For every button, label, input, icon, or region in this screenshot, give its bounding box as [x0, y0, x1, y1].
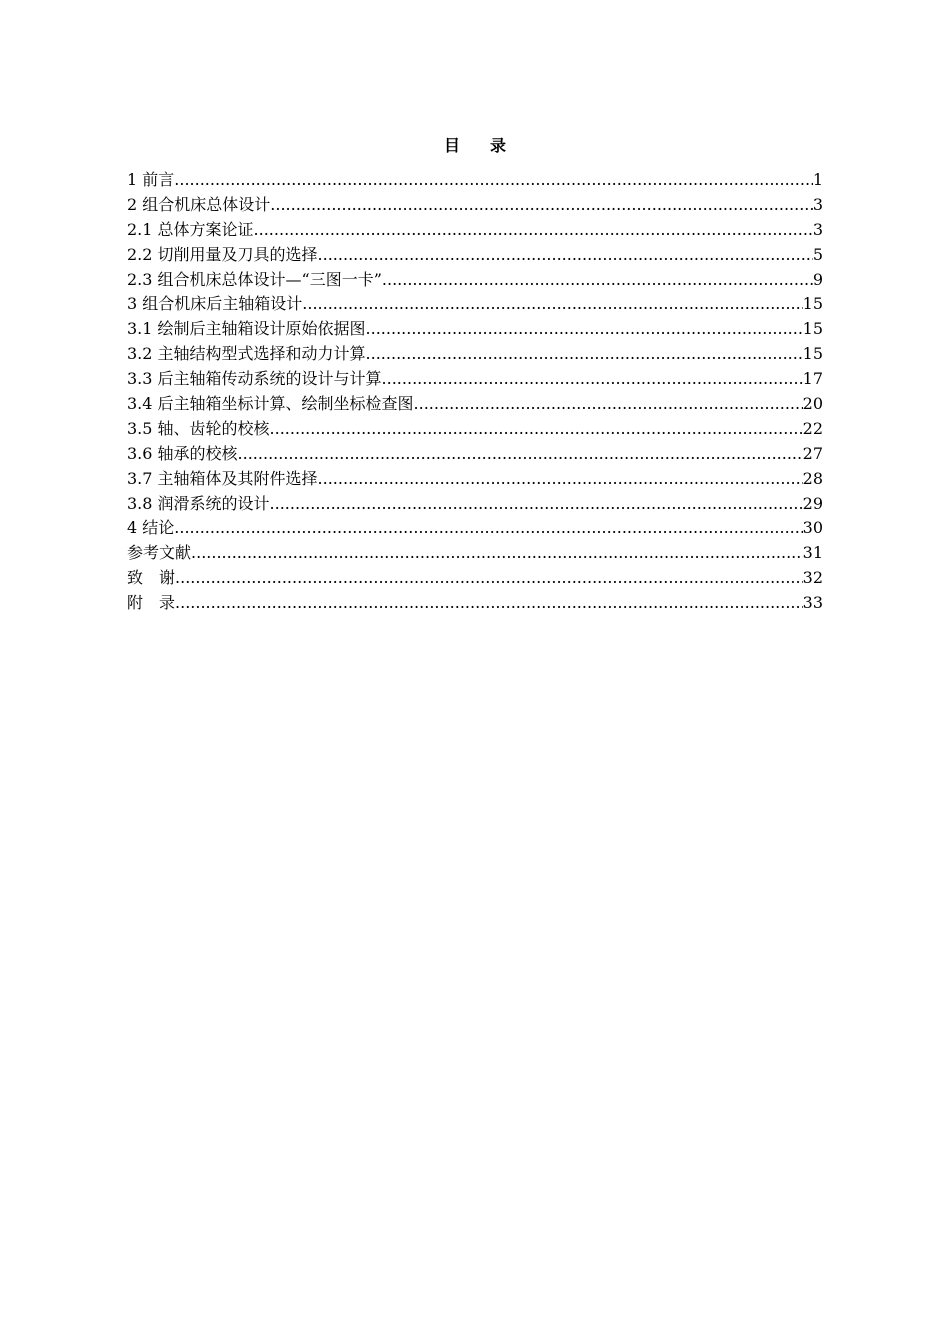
- toc-list: [127, 168, 823, 616]
- toc-entry[interactable]: [127, 417, 823, 442]
- toc-entry-page: 22: [802, 418, 823, 438]
- toc-entry-label: 3.3 后主轴箱传动系统的设计与计算: [127, 369, 382, 389]
- toc-entry-label: 2 组合机床总体设计: [127, 194, 271, 214]
- toc-entry-leader: [254, 218, 813, 243]
- toc-entry[interactable]: [127, 193, 823, 218]
- toc-entry[interactable]: [127, 566, 823, 591]
- toc-entry-leader: [318, 467, 803, 492]
- toc-entry-leader: [174, 168, 813, 193]
- toc-entry-label: 参考文献: [127, 543, 192, 563]
- toc-entry[interactable]: [127, 243, 823, 268]
- toc-entry-leader: [175, 591, 803, 616]
- toc-entry-page: 33: [802, 593, 823, 613]
- toc-entry-leader: [191, 541, 803, 566]
- toc-entry[interactable]: [127, 367, 823, 392]
- toc-entry-page: 32: [802, 568, 823, 588]
- toc-entry-page: 28: [802, 468, 823, 488]
- toc-entry-page: 20: [802, 394, 823, 414]
- toc-entry-leader: [318, 243, 813, 268]
- toc-entry[interactable]: [127, 268, 823, 293]
- toc-entry-page: 15: [802, 294, 823, 314]
- toc-entry-leader: [175, 566, 803, 591]
- toc-entry-leader: [270, 492, 803, 517]
- toc-entry-leader: [382, 367, 803, 392]
- toc-entry-page: 1: [812, 170, 823, 189]
- toc-entry[interactable]: [127, 392, 823, 417]
- toc-entry-page: 3: [812, 219, 823, 239]
- toc-title-right: 录: [490, 136, 507, 155]
- toc-entry-label: 2.3 组合机床总体设计—“三图一卡”: [127, 269, 382, 289]
- toc-entry-label: 3.5 轴、齿轮的校核: [127, 418, 270, 438]
- toc-entry-page: 29: [802, 493, 823, 513]
- toc-title: [0, 136, 950, 156]
- toc-entry-page: 31: [802, 543, 823, 563]
- toc-entry-leader: [238, 442, 803, 467]
- toc-entry-label: 附 录: [127, 593, 176, 613]
- toc-entry[interactable]: [127, 442, 823, 467]
- toc-entry-leader: [270, 193, 813, 218]
- toc-entry-leader: [382, 268, 813, 293]
- toc-entry-page: 30: [802, 518, 823, 538]
- toc-entry[interactable]: [127, 492, 823, 517]
- toc-entry-label: 3.6 轴承的校核: [127, 443, 238, 463]
- toc-entry-label: 2.2 切削用量及刀具的选择: [127, 244, 318, 264]
- toc-entry-leader: [414, 392, 803, 417]
- toc-entry-label: 4 结论: [127, 518, 175, 538]
- toc-entry-page: 5: [812, 244, 823, 264]
- toc-entry-leader: [366, 317, 803, 342]
- toc-entry-label: 3.2 主轴结构型式选择和动力计算: [127, 344, 366, 364]
- toc-entry-leader: [302, 292, 802, 317]
- toc-entry[interactable]: [127, 168, 823, 193]
- toc-entry[interactable]: [127, 591, 823, 616]
- toc-entry[interactable]: [127, 342, 823, 367]
- toc-entry-label: 2.1 总体方案论证: [127, 219, 254, 239]
- toc-entry[interactable]: [127, 292, 823, 317]
- toc-title-left: 目: [443, 136, 460, 155]
- toc-entry[interactable]: [127, 516, 823, 541]
- toc-entry-page: 15: [802, 319, 823, 339]
- toc-entry-label: 3.1 绘制后主轴箱设计原始依据图: [127, 319, 366, 339]
- toc-entry-page: 15: [802, 344, 823, 364]
- toc-entry-label: 致 谢: [127, 568, 176, 588]
- toc-entry-leader: [270, 417, 803, 442]
- toc-entry[interactable]: [127, 467, 823, 492]
- toc-entry-label: 3.7 主轴箱体及其附件选择: [127, 468, 318, 488]
- toc-entry-leader: [174, 516, 802, 541]
- toc-entry-page: 3: [812, 194, 823, 214]
- toc-entry-page: 17: [802, 369, 823, 389]
- toc-entry-label: 1 前言: [127, 170, 175, 189]
- toc-entry-page: 27: [802, 443, 823, 463]
- toc-entry-leader: [366, 342, 803, 367]
- toc-entry[interactable]: [127, 317, 823, 342]
- toc-entry-label: 3.8 润滑系统的设计: [127, 493, 270, 513]
- toc-entry-page: 9: [812, 269, 823, 289]
- toc-entry-label: 3.4 后主轴箱坐标计算、绘制坐标检查图: [127, 394, 414, 414]
- toc-entry-label: 3 组合机床后主轴箱设计: [127, 294, 303, 314]
- toc-entry[interactable]: [127, 541, 823, 566]
- toc-entry[interactable]: [127, 218, 823, 243]
